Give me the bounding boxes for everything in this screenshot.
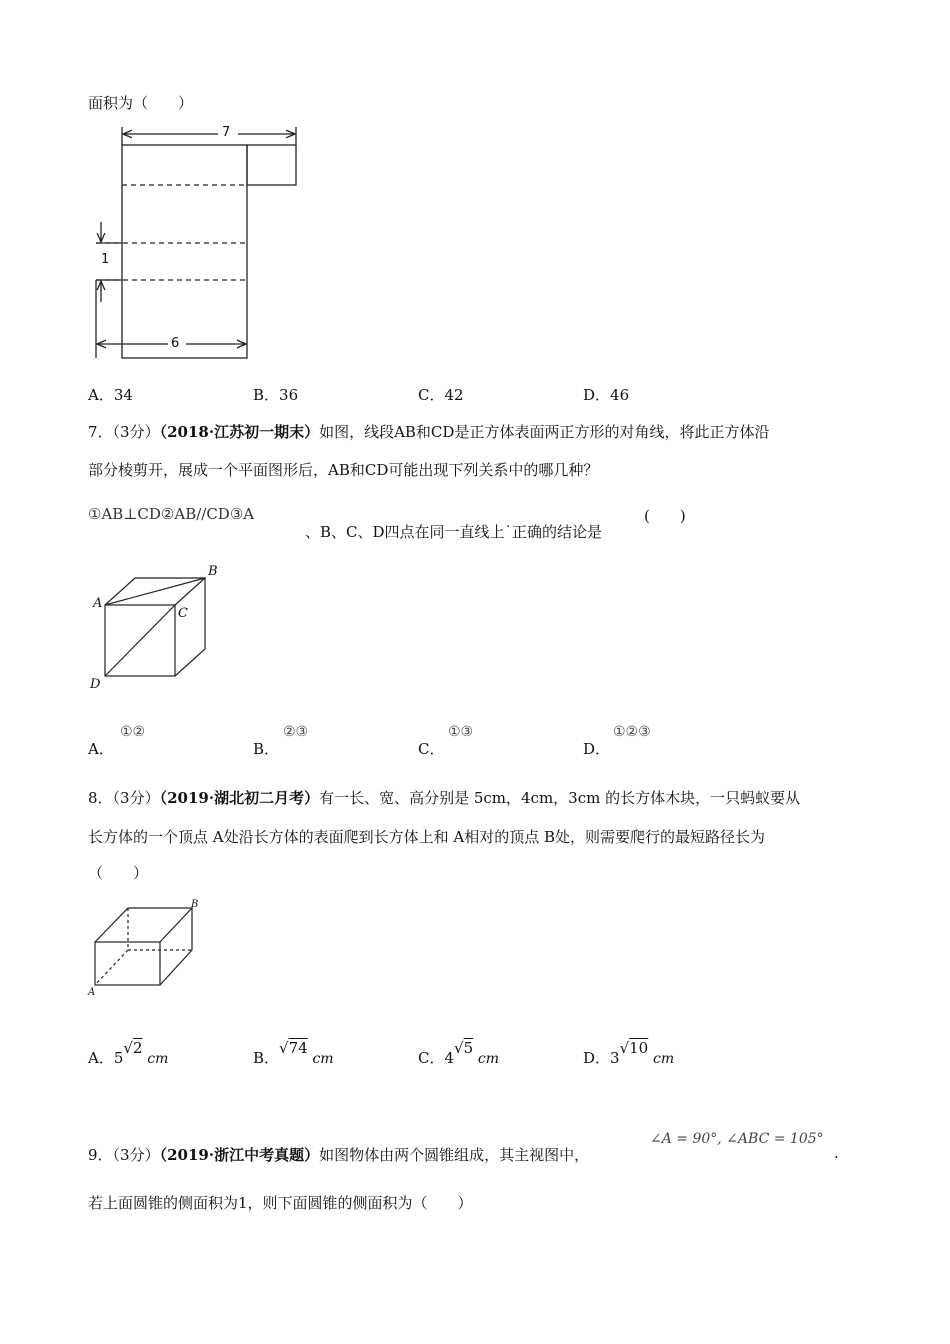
q9-stem-line1: 9．（3分）（2019·浙江中考真题）如图物体由两个圆锥组成，其主视图中， [88,1146,590,1164]
q6-option-d[interactable]: D．46 [583,386,630,404]
q6-option-b[interactable]: B．36 [253,386,299,404]
cube-label-c: C [178,606,188,621]
cuboid-figure [95,908,192,985]
q6-stem-tail: 面积为（ ） [88,94,194,112]
dim-1: 1 [101,252,110,267]
q8-option-c[interactable]: C．4√5 cm [418,1039,500,1067]
q8-stem-line1: 8．（3分）（2019·湖北初二月考）有一长、宽、高分别是 5cm，4cm，3cm 的长方体木块，一只蚂蚁要从 [88,789,801,807]
q7-option-d[interactable]: D． ①②③ [583,724,651,758]
q7-option-a[interactable]: A． ①② [88,724,146,758]
q9-stem-line2: 若上面圆锥的侧面积为1，则下面圆锥的侧面积为（ ） [88,1194,473,1212]
q7-statements: ①AB⊥CD②AB//CD③A [88,505,255,523]
q7-stem-line2: 部分棱剪开，展成一个平面图形后，AB和CD可能出现下列关系中的哪几种？ [88,461,599,479]
cube-label-a: A [93,596,103,611]
cube-label-b: B [208,564,218,579]
dim-7: 7 [222,125,231,140]
q6-option-c[interactable]: C．42 [418,386,464,404]
q7-answer-paren: ( ) [644,507,686,525]
q9-angle-formula: ∠A = 90°, ∠ABC = 105° [650,1131,824,1147]
q8-option-d[interactable]: D．3√10 cm [583,1039,675,1067]
q7-statements-cont: 、B、C、D四点在同一直线上˙正确的结论是 [305,523,603,541]
cuboid-label-b: B [191,899,199,910]
q9-period: . [834,1144,839,1162]
q6-option-a[interactable]: A．34 [88,386,133,404]
cuboid-label-a: A [88,987,96,998]
cube-figure [105,578,205,676]
q8-option-a[interactable]: A．5√2 cm [88,1039,169,1067]
q7-option-c[interactable]: C． ①③ [418,724,474,758]
q8-stem-line3: （ ） [88,864,149,882]
cube-label-d: D [90,677,101,692]
dim-6: 6 [171,336,180,351]
q7-option-b[interactable]: B． ②③ [253,724,309,758]
unfolded-box-net-figure [96,127,296,358]
q8-option-b[interactable]: B．√74 cm [253,1039,334,1067]
q7-stem-line1: 7．（3分）（2018·江苏初一期末）如图，线段AB和CD是正方体表面两正方形的对角线，将此正方体沿 [88,423,770,441]
q8-stem-line2: 长方体的一个顶点 A处沿长方体的表面爬到长方体上和 A相对的顶点 B处，则需要爬行的最短路径长为 [88,828,765,846]
